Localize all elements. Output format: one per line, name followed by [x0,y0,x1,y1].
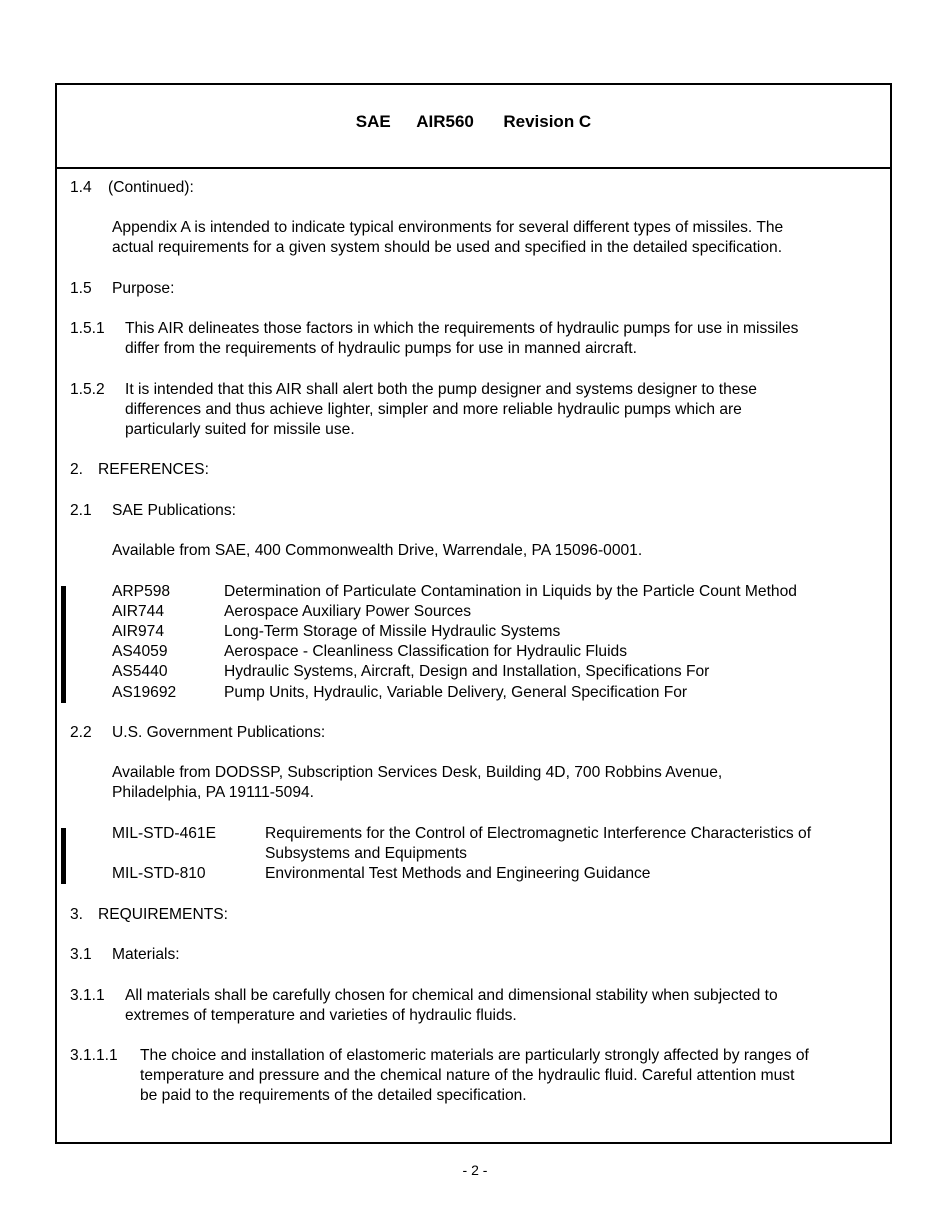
section-number: 3. [70,906,84,923]
reference-title: Pump Units, Hydraulic, Variable Delivery, General Specification For [224,684,688,701]
paragraph-line: be paid to the requirements of the detailed specification. [140,1087,527,1104]
header-title [57,112,890,132]
reference-title: Hydraulic Systems, Aircraft, Design and Installation, Specifications For [224,663,710,680]
reference-id: AS5440 [112,663,168,680]
document-header [57,85,890,169]
reference-title: Aerospace - Cleanliness Classification for Hydraulic Fluids [224,643,628,660]
section-number: 2.2 [70,724,92,741]
section-number: 2. [70,461,84,478]
section-title: REQUIREMENTS: [98,906,228,923]
section-number: 1.5.1 [70,320,105,337]
reference-id: MIL-STD-461E [112,825,216,842]
paragraph-line: The choice and installation of elastomeric materials are particularly strongly affected by ranges of [140,1047,809,1064]
paragraph-line: temperature and pressure and the chemical nature of the hydraulic fluid. Careful attention must [140,1067,795,1084]
section-title: Purpose: [112,280,175,297]
change-bar [61,586,66,703]
section-title: U.S. Government Publications: [112,724,326,741]
section-title: Materials: [112,946,180,963]
reference-id: AIR974 [112,623,165,640]
reference-id: AS4059 [112,643,168,660]
reference-id: AIR744 [112,603,165,620]
paragraph-line: actual requirements for a given system should be used and specified in the detailed specification. [112,239,783,256]
paragraph-line: extremes of temperature and varieties of hydraulic fluids. [125,1007,517,1024]
section-number: 3.1 [70,946,92,963]
section-title: SAE Publications: [112,502,236,519]
paragraph-line: All materials shall be carefully chosen for chemical and dimensional stability when subjected to [125,987,778,1004]
section-number: 1.5 [70,280,92,297]
paragraph-line: particularly suited for missile use. [125,421,355,438]
reference-id: ARP598 [112,583,171,600]
paragraph-line: This AIR delineates those factors in which the requirements of hydraulic pumps for use in missiles [125,320,799,337]
reference-id: MIL-STD-810 [112,865,206,882]
paragraph-line: differ from the requirements of hydraulic pumps for use in manned aircraft. [125,340,637,357]
reference-title: Aerospace Auxiliary Power Sources [224,603,472,620]
availability-note: Available from SAE, 400 Commonwealth Drive, Warrendale, PA 15096-0001. [112,542,643,559]
section-number: 3.1.1.1 [70,1047,118,1064]
header-revision: Revision C [503,112,592,131]
section-title: (Continued): [108,179,194,196]
page-number: - 2 - [462,1162,488,1178]
reference-id: AS19692 [112,684,177,701]
paragraph-line: It is intended that this AIR shall alert both the pump designer and systems designer to these [125,381,757,398]
section-number: 2.1 [70,502,92,519]
section-number: 1.5.2 [70,381,105,398]
paragraph-line: Appendix A is intended to indicate typical environments for several different types of missiles. The [112,219,784,236]
reference-title: Environmental Test Methods and Engineering Guidance [265,865,651,882]
header-org: SAE [355,112,391,131]
section-title: REFERENCES: [98,461,209,478]
reference-title: Subsystems and Equipments [265,845,467,862]
availability-note: Available from DODSSP, Subscription Services Desk, Building 4D, 700 Robbins Avenue, [112,764,723,781]
header-doc-id: AIR560 [416,112,474,131]
change-bar [61,828,66,884]
section-number: 3.1.1 [70,987,105,1004]
reference-title: Determination of Particulate Contamination in Liquids by the Particle Count Method [224,583,797,600]
paragraph-line: differences and thus achieve lighter, simpler and more reliable hydraulic pumps which are [125,401,742,418]
reference-title: Requirements for the Control of Electromagnetic Interference Characteristics of [265,825,812,842]
availability-note: Philadelphia, PA 19111-5094. [112,784,315,801]
reference-title: Long-Term Storage of Missile Hydraulic Systems [224,623,561,640]
section-number: 1.4 [70,179,92,196]
